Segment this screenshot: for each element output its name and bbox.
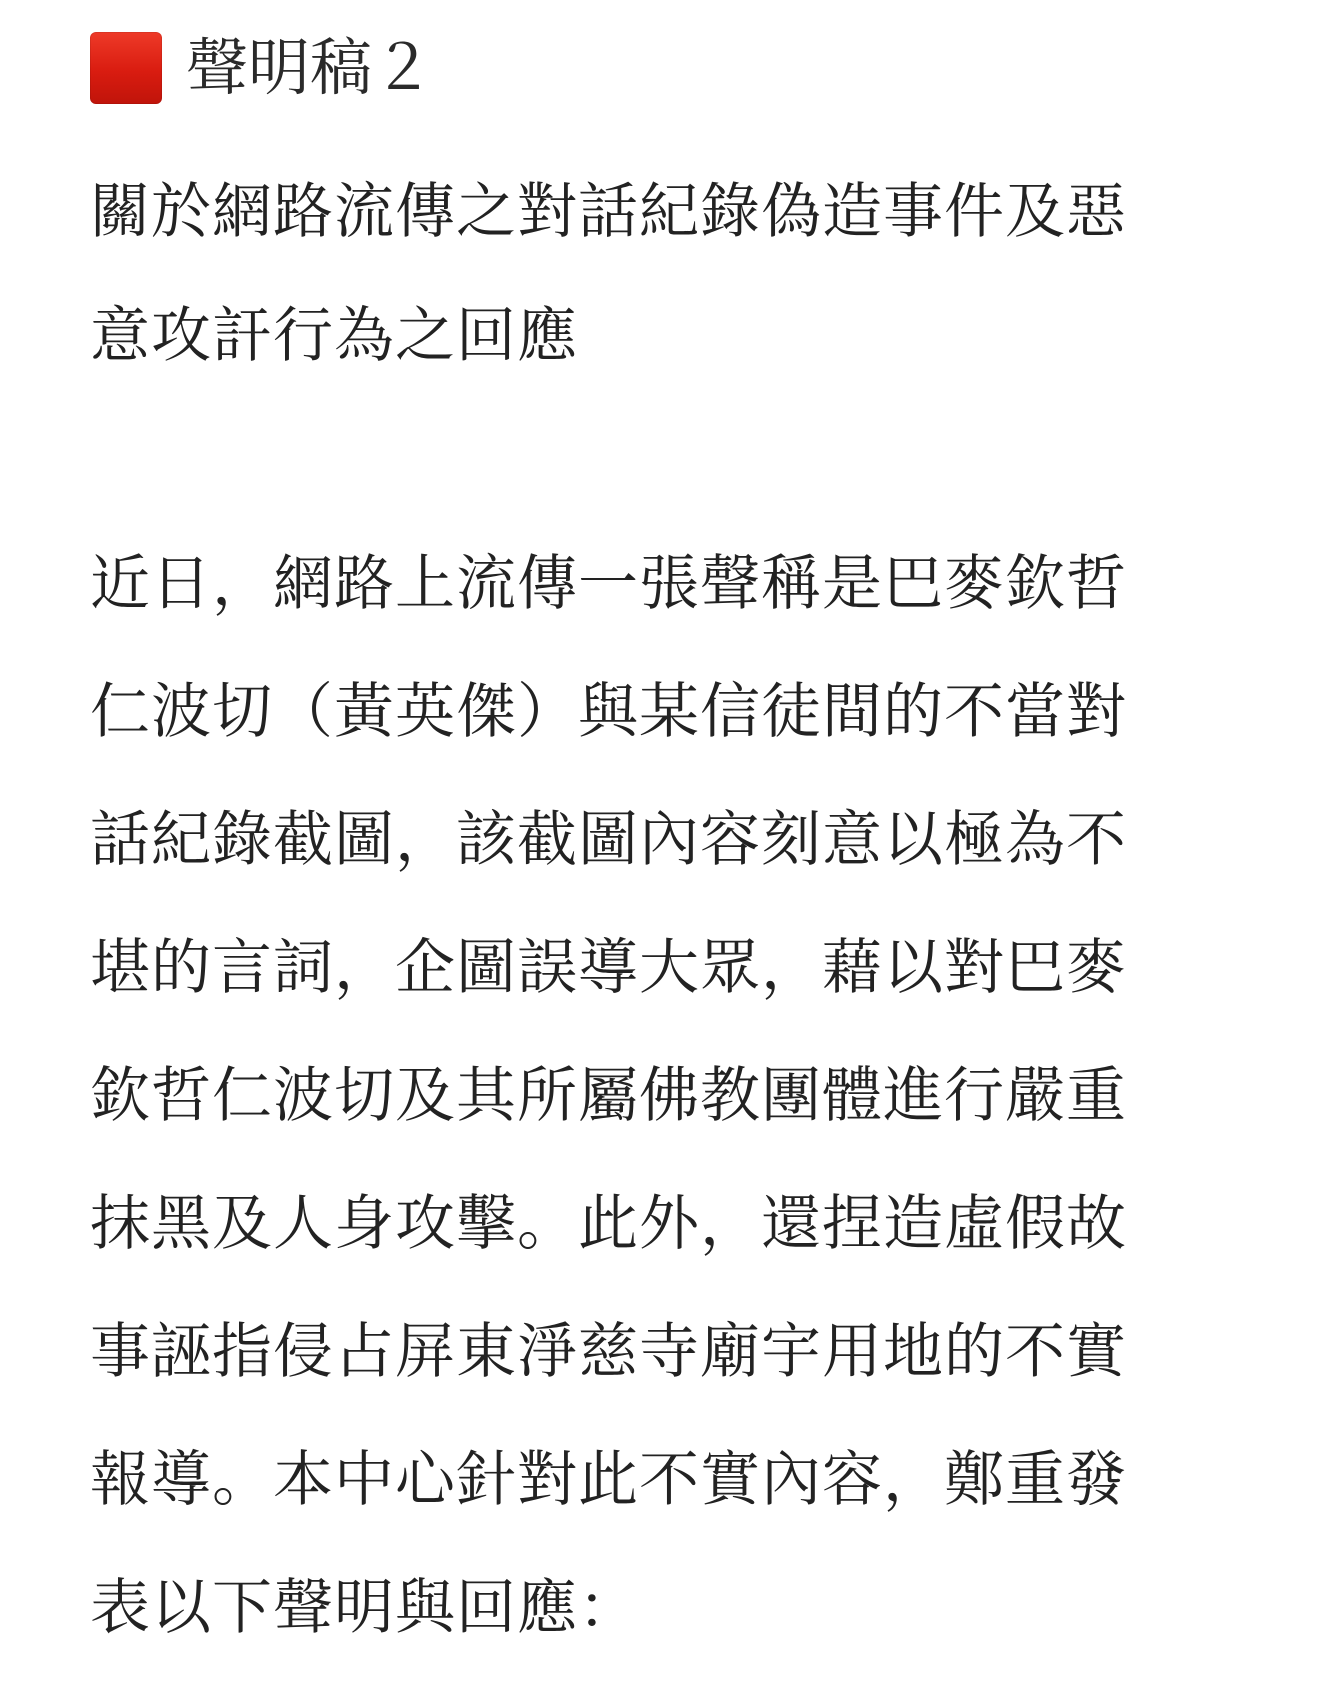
body-line: 近日，網路上流傳一張聲稱是巴麥欽哲: [90, 549, 1127, 619]
body-line: 堪的言詞，企圖誤導大眾，藉以對巴麥: [90, 933, 1127, 1003]
statement-body: [90, 520, 1240, 1672]
body-line: 仁波切（黃英傑）與某信徒間的不當對: [90, 677, 1127, 747]
title-line: 關於網路流傳之對話紀錄偽造事件及惡: [90, 177, 1127, 247]
body-line: 欽哲仁波切及其所屬佛教團體進行嚴重: [90, 1061, 1127, 1131]
body-line: 表以下聲明與回應：: [90, 1573, 639, 1643]
heading-label: 聲明稿２: [186, 31, 435, 104]
red-square-icon: [90, 32, 162, 104]
body-line: 報導。本中心針對此不實內容，鄭重發: [90, 1445, 1127, 1515]
body-line: 抹黑及人身攻擊。此外，還捏造虛假故: [90, 1189, 1127, 1259]
title-line: 意攻訐行為之回應: [90, 301, 578, 371]
statement-title: [90, 150, 1240, 398]
body-line: 事誣指侵占屏東淨慈寺廟宇用地的不實: [90, 1317, 1127, 1387]
statement-heading: [90, 31, 434, 105]
body-line: 話紀錄截圖，該截圖內容刻意以極為不: [90, 805, 1127, 875]
